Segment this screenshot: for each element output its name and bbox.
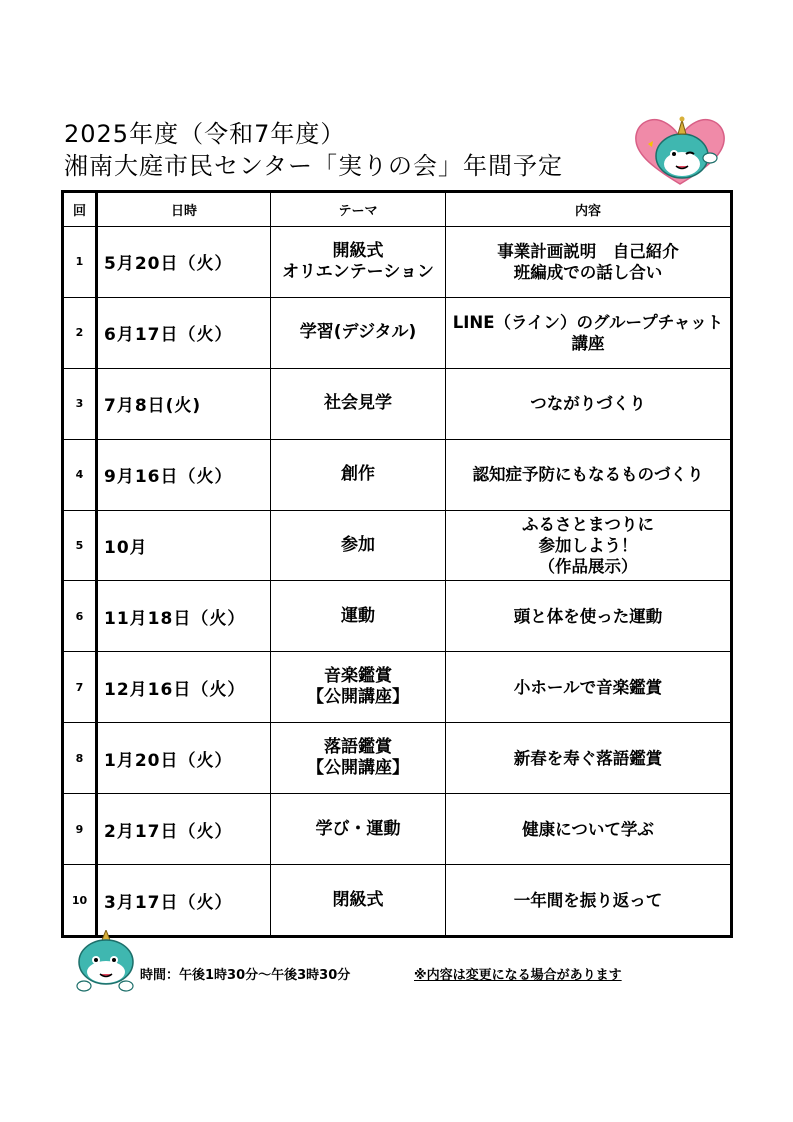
- row-content-text: LINE（ライン）のグループチャット 講座: [452, 312, 724, 353]
- row-content: [446, 368, 732, 439]
- row-number: 1: [63, 227, 97, 298]
- row-theme: [271, 652, 446, 723]
- row-theme: [271, 227, 446, 298]
- table-row: [63, 227, 732, 298]
- page-title: [64, 118, 624, 182]
- table-row: [63, 297, 732, 368]
- table-row: [63, 368, 732, 439]
- table-row: [63, 581, 732, 652]
- row-date: 9月16日（火）: [97, 439, 271, 510]
- table-row: [63, 652, 732, 723]
- row-content-text: 健康について学ぶ: [522, 819, 654, 839]
- row-theme-text: 学び・運動: [315, 818, 401, 839]
- header-datetime: 日時: [97, 192, 271, 227]
- row-number: 10: [63, 865, 97, 937]
- row-content: [446, 297, 732, 368]
- row-content: [446, 510, 732, 581]
- row-content-text: 小ホールで音楽鑑賞: [513, 677, 663, 697]
- row-theme: [271, 865, 446, 937]
- row-content: [446, 723, 732, 794]
- row-theme: [271, 368, 446, 439]
- table-row: [63, 723, 732, 794]
- row-theme: [271, 510, 446, 581]
- row-date: 1月20日（火）: [97, 723, 271, 794]
- header-round: 回: [63, 192, 97, 227]
- row-theme-text: 開級式 オリエンテーション: [282, 240, 434, 282]
- row-theme-text: 運動: [341, 605, 375, 626]
- table-row: [63, 794, 732, 865]
- row-date: 6月17日（火）: [97, 297, 271, 368]
- row-theme-text: 参加: [341, 535, 375, 555]
- row-content-text: 新春を寿ぐ落語鑑賞: [513, 748, 663, 768]
- header-content: 内容: [446, 192, 732, 227]
- mascot-heart-icon: [630, 114, 730, 190]
- row-number: 6: [63, 581, 97, 652]
- schedule-table: [61, 190, 733, 938]
- row-number: 9: [63, 794, 97, 865]
- row-date: 11月18日（火）: [97, 581, 271, 652]
- row-theme-text: 落語鑑賞 【公開講座】: [307, 737, 409, 779]
- footer: [74, 930, 714, 998]
- row-date: 3月17日（火）: [97, 865, 271, 937]
- row-theme: [271, 581, 446, 652]
- row-content-text: つながりづくり: [530, 394, 646, 414]
- row-theme: [271, 297, 446, 368]
- row-number: 2: [63, 297, 97, 368]
- table-row: [63, 439, 732, 510]
- row-theme-text: 閉級式: [332, 889, 384, 910]
- row-content-text: 認知症予防にもなるものづくり: [472, 465, 704, 485]
- row-content-text: 事業計画説明 自己紹介 班編成での話し合い: [497, 241, 679, 282]
- row-theme: [271, 439, 446, 510]
- row-content-text: 一年間を振り返って: [513, 890, 663, 910]
- row-content: [446, 652, 732, 723]
- row-content: [446, 227, 732, 298]
- row-number: 4: [63, 439, 97, 510]
- table-header-row: [63, 192, 732, 227]
- row-content: [446, 865, 732, 937]
- row-number: 5: [63, 510, 97, 581]
- change-note: ※内容は変更になる場合があります: [414, 968, 622, 983]
- row-date: 12月16日（火）: [97, 652, 271, 723]
- title-line-2: 湘南大庭市民センター「実りの会」年間予定: [64, 152, 564, 180]
- title-line-1: 2025年度（令和7年度）: [64, 120, 346, 148]
- row-number: 8: [63, 723, 97, 794]
- row-content: [446, 794, 732, 865]
- row-date: 7月8日(火): [97, 368, 271, 439]
- row-content-text: ふるさとまつりに 参加しよう！ （作品展示）: [522, 515, 654, 576]
- row-theme-text: 学習(デジタル): [299, 322, 417, 343]
- header-theme: テーマ: [271, 192, 446, 227]
- mascot-peek-icon: [74, 930, 138, 996]
- row-theme-text: 音楽鑑賞 【公開講座】: [307, 666, 409, 708]
- table-row: [63, 510, 732, 581]
- row-theme: [271, 723, 446, 794]
- table-row: [63, 865, 732, 937]
- row-date: 10月: [97, 510, 271, 581]
- row-content: [446, 439, 732, 510]
- row-number: 7: [63, 652, 97, 723]
- row-content-text: 頭と体を使った運動: [513, 606, 663, 626]
- row-theme-text: 創作: [341, 464, 375, 485]
- row-theme-text: 社会見学: [324, 393, 392, 414]
- row-date: 5月20日（火）: [97, 227, 271, 298]
- time-note: 時間：午後1時30分～午後3時30分: [140, 968, 351, 983]
- row-number: 3: [63, 368, 97, 439]
- row-date: 2月17日（火）: [97, 794, 271, 865]
- row-theme: [271, 794, 446, 865]
- row-content: [446, 581, 732, 652]
